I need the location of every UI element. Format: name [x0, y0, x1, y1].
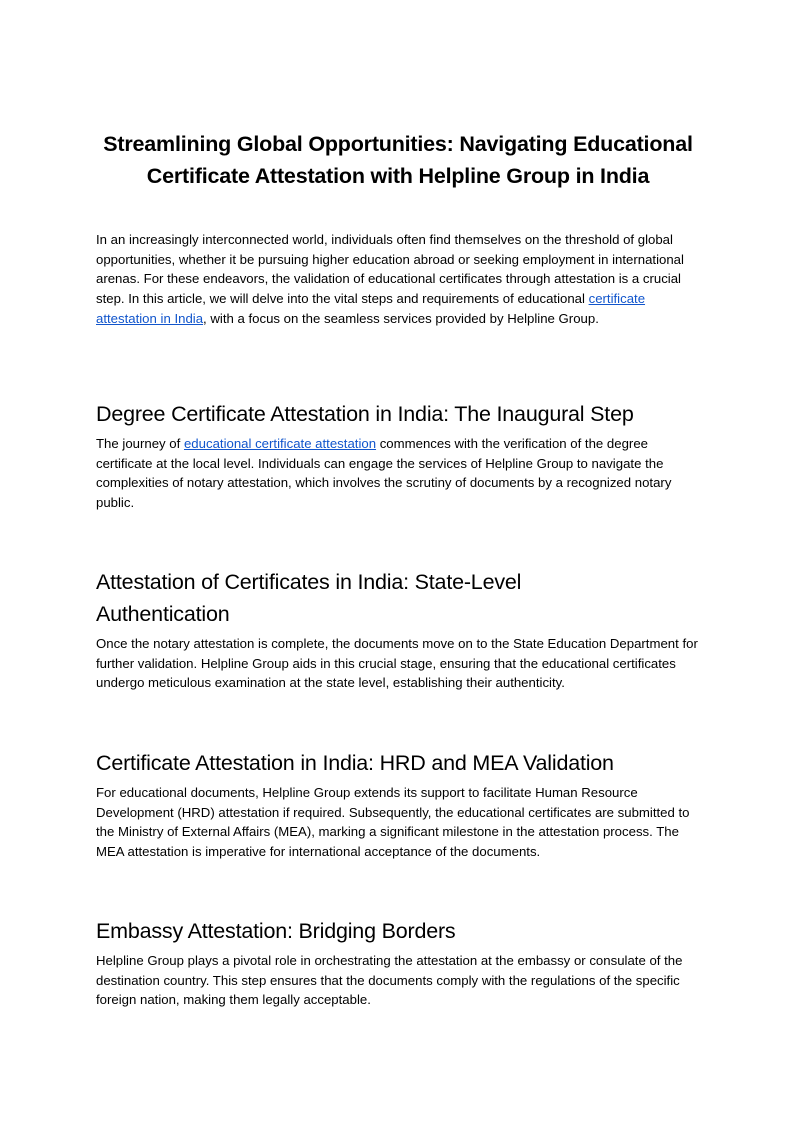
section-paragraph: Once the notary attestation is complete, the documents move on to the State Education Department for further validation. Helpline Group aids in this crucial stage, ensuring that the educational certificates undergo meticulous examination at the state level, establishing their authenticity.	[96, 636, 698, 691]
intro-text-before: In an increasingly interconnected world, individuals often find themselves on the threshold of global opportunities, whether it be pursuing higher education abroad or seeking employment in international arenas. For these endeavors, the validation of educational certificates through attestation is a crucial step. In this article, we will delve into the vital steps and requirements of educational	[96, 232, 684, 307]
section-heading: Certificate Attestation in India: HRD and MEA Validation	[96, 751, 614, 775]
section-state-level	[96, 566, 700, 693]
section-paragraph: For educational documents, Helpline Group extends its support to facilitate Human Resource Development (HRD) attestation if required. Subsequently, the educational certificates are submitted to the Ministry of External Affairs (MEA), marking a significant milestone in the attestation process. The MEA attestation is imperative for international acceptance of the documents.	[96, 785, 690, 860]
intro-text-after: , with a focus on the seamless services provided by Helpline Group.	[203, 310, 599, 326]
intro-paragraph	[96, 230, 700, 329]
intro-section	[96, 230, 700, 329]
section-text-before: The journey of	[96, 436, 184, 451]
educational-certificate-attestation-link[interactable]: educational certificate attestation	[183, 436, 377, 451]
section-heading: Embassy Attestation: Bridging Borders	[96, 919, 456, 943]
document-title: Streamlining Global Opportunities: Navigating Educational Certificate Attestation with Helpline Group in India	[103, 132, 693, 188]
section-embassy	[96, 915, 700, 1010]
certificate-attestation-link[interactable]: certificate attestation in India	[96, 291, 646, 326]
section-heading: Degree Certificate Attestation in India: The Inaugural Step	[96, 402, 634, 426]
section-paragraph	[96, 434, 700, 513]
section-heading: Attestation of Certificates in India: State-Level Authentication	[96, 570, 522, 626]
section-text-after: commences with the verification of the degree certificate at the local level. Individuals can engage the services of Helpline Group to navigate the complexities of notary attestation, which involves the scrutiny of documents by a recognized notary public.	[96, 436, 672, 511]
section-paragraph: Helpline Group plays a pivotal role in orchestrating the attestation at the embassy or consulate of the destination country. This step ensures that the documents comply with the regulations of the specific foreign nation, making them legally acceptable.	[96, 953, 683, 1008]
section-degree-attestation	[96, 398, 700, 513]
section-hrd-mea	[96, 747, 700, 862]
